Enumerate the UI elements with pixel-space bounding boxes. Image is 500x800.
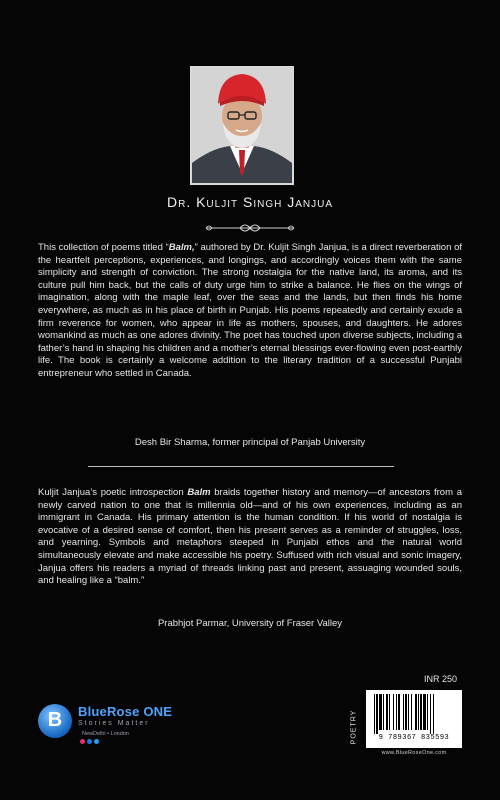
blurb-text-pre: Kuljit Janjua’s poetic introspection <box>38 487 188 498</box>
publisher-website: www.BlueRoseOne.com <box>381 750 447 756</box>
author-photo <box>190 66 294 185</box>
barcode-number: 9 789367 835593 <box>378 734 450 742</box>
isbn-barcode <box>366 690 462 748</box>
review-blurb-2 <box>38 487 462 588</box>
publisher-locations: NewDelhi • London <box>82 731 129 737</box>
publisher-tagline: Stories Matter <box>78 720 150 727</box>
genre-label: POETRY <box>350 709 358 745</box>
section-divider <box>88 466 394 467</box>
review-attribution-2: Prabhjot Parmar, University of Fraser Valley <box>157 618 343 629</box>
price-label: INR 250 <box>424 674 458 684</box>
author-name: Dr. Kuljit Singh Janjua <box>166 194 334 210</box>
instagram-icon <box>80 739 85 744</box>
book-title: Balm <box>187 487 211 498</box>
barcode-icon <box>372 694 456 734</box>
social-icons <box>80 739 99 744</box>
blurb-text-pre: This collection of poems titled “ <box>38 242 169 253</box>
blurb-text-post: ” authored by Dr. Kuljit Singh Janjua, is a direct reverberation of the heartfelt perceptions, experiences, and longings, and accordingly voices them with the same simplicity and strength of conviction. The strong nostalgia for the native land, its aroma, and its culture pull him back, but the calls of duty urge him to strike a balance. He flies on the wings of imagination, along with the maple leaf, over the seas and the lands, but then finds his home everywhere, as much as in his place of birth in Punjab. His poems repeatedly and certainly exude a firm reverence for women, who appear in life as mothers, spouses, and daughters. He adores womankind as much as one adores divinity. The poet has touched upon diverse subjects, including a father’s hand in shaping his children and a mother’s eternal blessings ever-flowing even post-earthly life. The book is certainly a welcome addition to the literary tradition of a successful Punjabi entrepreneur who settled in Canada. <box>38 242 463 379</box>
blurb-text-post: braids together history and memory—of ancestors from a newly carved nation to one that is millennia old—and of his own experiences, including as an immigrant in Canada. His primary attention is the human condition. If his world of nostalgia is evocative of a desired sense of comfort, then his present serves as a reminder of struggles, loss, and yearning. Symbols and metaphors steeped in Punjabi ethos and the natural world simultaneously elevate and make accessible his poetry. Suffused with rich visual and sonic imagery, Janjua offers his readers a myriad of threads linking past and present, assuaging wounded souls, and healing like a “balm.” <box>38 487 462 587</box>
publisher-name: BlueRose ONE <box>78 704 173 719</box>
publisher-logo-icon <box>38 704 72 738</box>
twitter-icon <box>94 739 99 744</box>
review-blurb-1 <box>38 242 462 381</box>
facebook-icon <box>87 739 92 744</box>
publisher-logo-letter: B <box>47 709 63 731</box>
ornament-divider-icon <box>200 222 300 234</box>
review-attribution-1: Desh Bir Sharma, former principal of Panjab University <box>134 437 366 448</box>
book-title: Balm, <box>168 242 195 253</box>
